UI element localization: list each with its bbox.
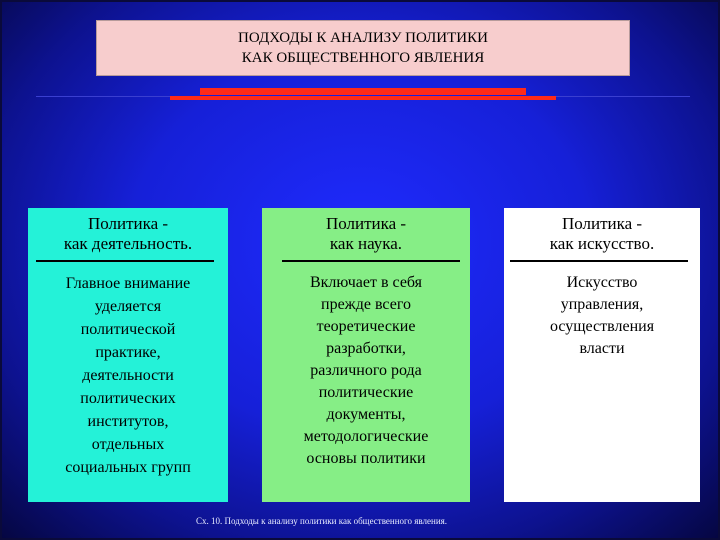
body-line: деятельности xyxy=(82,367,174,384)
title-box xyxy=(96,20,630,76)
body-line: социальных групп xyxy=(65,459,191,476)
heading-line: Политика - xyxy=(561,214,643,233)
card-activity-heading xyxy=(28,208,228,254)
body-line: уделяется xyxy=(94,298,162,315)
accent-bar-bottom xyxy=(170,96,556,100)
body-line: политические xyxy=(318,384,414,401)
body-line: отдельных xyxy=(91,436,165,453)
body-line: различного рода xyxy=(310,362,422,379)
body-line: практике, xyxy=(95,344,161,361)
card-art xyxy=(504,208,700,502)
body-line: власти xyxy=(579,340,625,357)
title-line-1: ПОДХОДЫ К АНАЛИЗУ ПОЛИТИКИ xyxy=(238,30,488,46)
card-science-body xyxy=(262,262,470,470)
body-line: Искусство xyxy=(566,274,638,291)
heading-line: как наука. xyxy=(329,234,403,253)
heading-line: Политика - xyxy=(325,214,407,233)
body-line: политических xyxy=(80,390,176,407)
body-line: основы политики xyxy=(306,450,426,467)
body-line: разработки, xyxy=(326,340,406,357)
body-line: документы, xyxy=(326,406,406,423)
title-line-2: КАК ОБЩЕСТВЕННОГО ЯВЛЕНИЯ xyxy=(241,50,485,66)
body-line: Включает в себя xyxy=(309,274,423,291)
card-art-body xyxy=(504,262,700,360)
card-science xyxy=(262,208,470,502)
body-line: осуществления xyxy=(549,318,655,335)
body-line: институтов, xyxy=(87,413,169,430)
body-line: управления, xyxy=(560,296,644,313)
body-line: прежде всего xyxy=(321,296,411,313)
heading-line: как деятельность. xyxy=(63,234,193,253)
figure-caption: Сх. 10. Подходы к анализу политики как общественного явления. xyxy=(196,516,448,526)
body-line: Главное внимание xyxy=(65,275,191,292)
body-line: политической xyxy=(80,321,176,338)
accent-bar-top xyxy=(200,88,526,95)
card-art-heading xyxy=(504,208,700,254)
body-line: методологические xyxy=(303,428,429,445)
heading-line: как искусство. xyxy=(549,234,655,253)
heading-line: Политика - xyxy=(87,214,169,233)
body-line: теоретические xyxy=(316,318,416,335)
card-activity xyxy=(28,208,228,502)
card-science-heading xyxy=(262,208,470,254)
card-activity-body xyxy=(28,262,228,479)
